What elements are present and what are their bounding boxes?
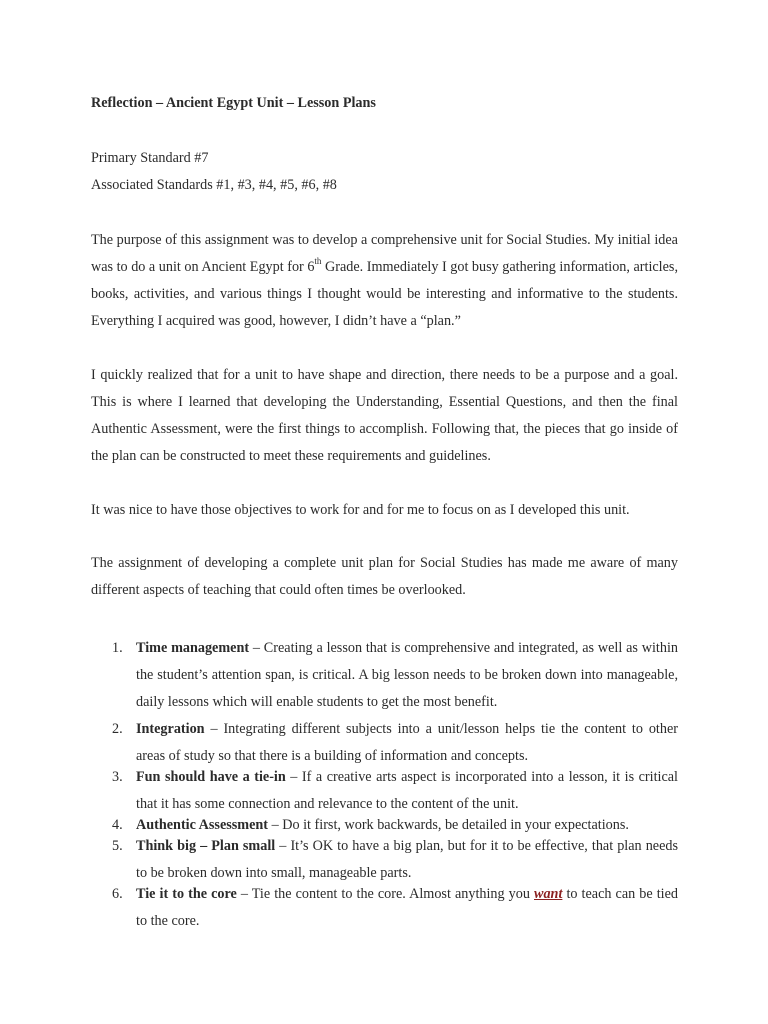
list-item-text: – Tie the content to the core. Almost anything you [236, 886, 534, 902]
list-item-number: 3. [112, 769, 123, 785]
primary-standard: Primary Standard #7 [91, 150, 209, 166]
aspects-list [91, 635, 678, 935]
standards-block [91, 145, 678, 199]
document-title: Reflection – Ancient Egypt Unit – Lesson Plans [91, 95, 376, 111]
list-item-number: 2. [112, 721, 123, 737]
list-item-number: 5. [112, 838, 123, 854]
paragraph-purpose-text-cont: Grade. Immediately I got busy gathering information, articles, books, activities, and various things I thought would be interesting and informative to the students. Everything I acquired was good, however, I didn’t have a “plan.” [91, 259, 678, 329]
list-item-text: – Creating a lesson that is comprehensive and integrated, as well as within the student’s attention span, is critical. A big lesson needs to be broken down into manageable, daily lessons which will enable students to get the most benefit. [136, 640, 679, 710]
list-item-number: 6. [112, 886, 123, 902]
list-item-term: Authentic Assessment [136, 817, 269, 833]
list-item-number: 1. [112, 640, 123, 656]
list-item-text: – Do it first, work backwards, be detailed in your expectations. [268, 817, 629, 833]
associated-standards: Associated Standards #1, #3, #4, #5, #6, #8 [91, 177, 337, 193]
paragraph-assignment: The assignment of developing a complete unit plan for Social Studies has made me aware of many different aspects of teaching that could often times be overlooked. [91, 555, 678, 598]
list-item-text: – If a creative arts aspect is incorporated into a lesson, it is critical that it has some connection and relevance to the content of the unit. [136, 769, 679, 812]
list-item [91, 833, 678, 887]
list-item [91, 881, 678, 935]
list-item-term: Think big – Plan small [136, 838, 276, 854]
grade-superscript: th [314, 256, 322, 267]
list-item-text-cont: to teach can be tied to the core. [136, 886, 678, 929]
list-item [91, 716, 678, 770]
paragraph-realization: I quickly realized that for a unit to have shape and direction, there needs to be a purpose and a goal. This is where I learned that developing the Understanding, Essential Questions, and then the final Authentic Assessment, were the first things to accomplish. Following that, the pieces that go inside of the plan can be constructed to meet these requirements and guidelines. [91, 367, 678, 464]
list-item [91, 635, 678, 716]
list-item-text: – Integrating different subjects into a unit/lesson helps tie the content to other areas of study so that there is a building of information and concepts. [136, 721, 678, 764]
paragraph-purpose-text: The purpose of this assignment was to develop a comprehensive unit for Social Studies. My initial idea was to do a unit on Ancient Egypt for 6 [91, 232, 678, 275]
list-item-text: – It’s OK to have a big plan, but for it to be effective, that plan needs to be broken down into small, manageable parts. [136, 838, 678, 881]
list-item-term: Integration [136, 721, 205, 737]
list-item [91, 764, 678, 818]
paragraph-purpose [91, 227, 678, 335]
paragraph-objectives: It was nice to have those objectives to work for and for me to focus on as I developed this unit. [91, 502, 630, 518]
list-item-number: 4. [112, 817, 123, 833]
list-item-term: Tie it to the core [136, 886, 237, 902]
list-item-term: Time management [136, 640, 250, 656]
list-item-term: Fun should have a tie-in [136, 769, 286, 785]
emphasis-want: want [534, 886, 563, 902]
